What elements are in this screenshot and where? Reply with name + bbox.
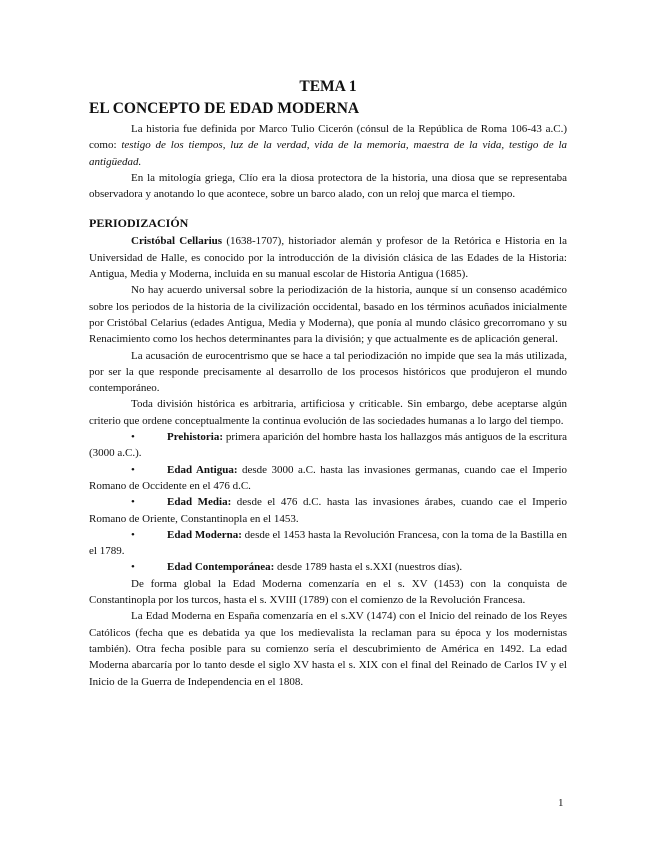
list-item <box>89 462 567 495</box>
list-item <box>89 494 567 527</box>
paragraph-consenso: No hay acuerdo universal sobre la periodización de la historia, aunque sí un consenso académico sobre los periodos de la historia de la civilización occidental, basado en los términos acuñados inicialmente por Cristóbal Celarius (edades Antigua, Media y Moderna), que ponía al mundo clásico grecorromano y su Renacimiento como los hechos determinantes para la división; y que actualmente es de aplicación general. <box>89 284 567 346</box>
bullet-icon: • <box>131 496 135 509</box>
cicero-quote: testigo de los tiempos, luz de la verdad, vida de la memoria, maestra de la vida, testigo de la antigüedad. <box>89 139 567 168</box>
bullet-term: Edad Moderna: <box>167 528 242 541</box>
paragraph-cellarius <box>89 233 567 282</box>
cellarius-text: (1638-1707), historiador alemán y profesor de la Retórica e Historia en la Universidad de Halle, es conocido por la introducción de la división clásica de las Edades de la Historia: Antigua, Media y Moderna, incluida en su manual escolar de Historia Antigua (1685). <box>89 235 567 281</box>
bullet-term: Edad Contemporánea: <box>167 561 275 574</box>
bullet-icon: • <box>131 561 135 574</box>
list-item <box>89 527 567 560</box>
intro-paragraph-clio: En la mitología griega, Clío era la diosa protectora de la historia, una diosa que se representaba observadora y anotando lo que acontece, sobre un barco alado, con un reloj que marca el tiempo. <box>89 171 567 201</box>
paragraph-eurocentrismo: La acusación de eurocentrismo que se hace a tal periodización no impide que sea la más utilizada, por ser la que responde precisamente al desarrollo de los procesos históricos que produjeron el mundo contemporáneo. <box>89 349 567 395</box>
document-page <box>89 78 567 690</box>
bullet-text: desde 3000 a.C. hasta las invasiones germanas, cuando cae el Imperio Romano de Occidente en el 476 d.C. <box>89 463 568 492</box>
bullet-text: desde el 1453 hasta la Revolución Francesa, con la toma de la Bastilla en el 1789. <box>89 528 567 558</box>
bullet-icon: • <box>131 463 135 476</box>
intro-paragraph-cicero <box>89 121 567 170</box>
bullet-text: desde el 476 d.C. hasta las invasiones árabes, cuando cae el Imperio Romano de Oriente, Constantinopla en el 1453. <box>89 496 567 525</box>
document-title: TEMA 1 <box>299 78 357 95</box>
bullet-text: primera aparición del hombre hasta los hallazgos más antiguos de la escritura (3000 a.C.). <box>89 431 567 460</box>
cicero-text: La historia fue definida por Marco Tulio Cicerón (cónsul de la República de Roma 106-43 a.C.) como: <box>89 123 567 152</box>
paragraph-global: De forma global la Edad Moderna comenzaría en el s. XV (1453) con la conquista de Constantinopla por los turcos, hasta el s. XVIII (1789) con el comienzo de la Revolución Francesa. <box>89 577 567 607</box>
paragraph-espana: La Edad Moderna en España comenzaría en el s.XV (1474) con el Inicio del reinado de los Reyes Católicos (fecha que es debatida ya que los medievalista la reclaman para su época y los modernistas también). Otra fecha posible para su comienzo sería el descubrimiento de América en 1492. La edad Moderna abarcaría por lo tanto desde el siglo XV hasta el s. XIX con el final del Reinado de Carlos IV y el Inicio de la Guerra de Independencia en el 1808. <box>89 610 567 688</box>
bullet-text: desde 1789 hasta el s.XXI (nuestros días). <box>274 561 463 574</box>
chapter-heading: EL CONCEPTO DE EDAD MODERNA <box>89 100 360 117</box>
section-heading-periodizacion: PERIODIZACIÓN <box>89 216 189 231</box>
paragraph-division: Toda división histórica es arbitraria, artificiosa y criticable. Sin embargo, debe aceptarse algún criterio que ordene conceptualmente la continua evolución de las sociedades humanas a lo largo del tiempo. <box>89 398 567 427</box>
bullet-term: Edad Antigua: <box>167 463 238 476</box>
list-item <box>89 429 567 462</box>
bullet-icon: • <box>131 431 135 444</box>
cellarius-name: Cristóbal Cellarius <box>131 235 223 248</box>
bullet-term: Edad Media: <box>167 496 232 509</box>
page-number: 1 <box>558 797 564 809</box>
list-item <box>89 559 567 575</box>
bullet-icon: • <box>131 528 135 541</box>
bullet-term: Prehistoria: <box>167 431 224 444</box>
